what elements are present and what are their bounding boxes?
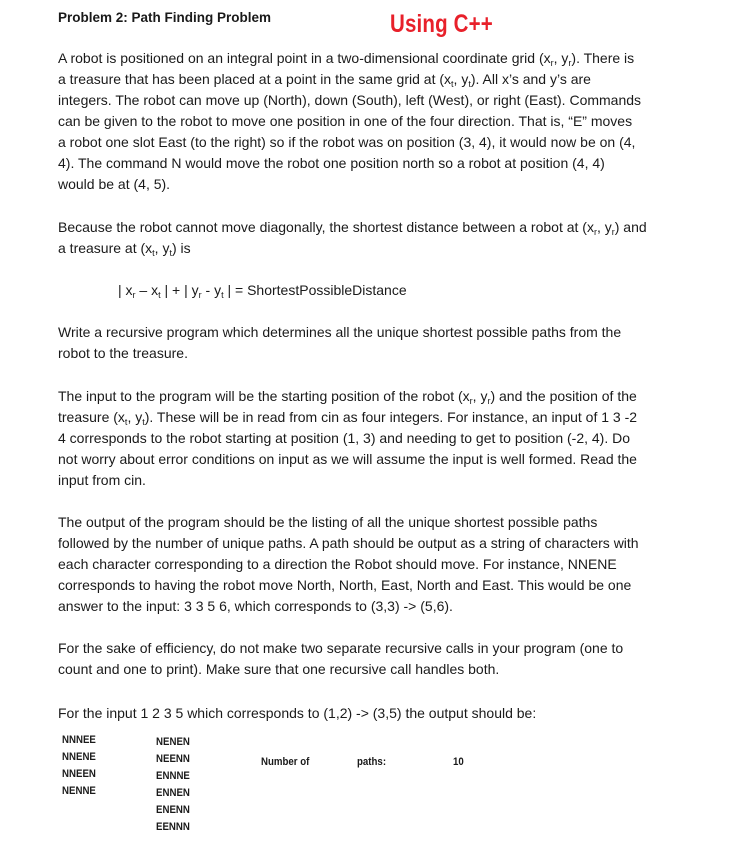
subscript: t [221, 290, 224, 300]
subscript: r [132, 290, 136, 300]
paragraph-task [58, 322, 698, 364]
path-string: NENNE [62, 785, 96, 797]
text-line: answer to the input: 3 3 5 6, which corresponds to (3,3) -> (5,6). [58, 598, 453, 614]
paragraph-example [58, 703, 698, 724]
formula-part: – x [135, 282, 159, 298]
path-string: ENNEN [156, 787, 190, 799]
text-line: ). All x’s and y’s are [470, 71, 591, 87]
text-line: , y [154, 240, 170, 256]
path-string: NEENN [156, 753, 190, 765]
text-line: 4). The command N would move the robot one position north so a robot at position (4, 4) [58, 155, 605, 171]
text-line: treasure (x [58, 409, 125, 425]
text-line: a robot one slot East (to the right) so if the robot was on position (3, 4), it would now be on (4, [58, 134, 636, 150]
subscript: r [611, 227, 615, 237]
text-line: ) and [614, 219, 647, 235]
text-line: ) and the position of the [490, 388, 637, 404]
path-string: NNEEN [62, 768, 96, 780]
text-line: integers. The robot can move up (North), down (South), left (West), or right (East). Commands [58, 92, 642, 108]
paragraph-output [58, 512, 698, 617]
text-line: , y [453, 71, 469, 87]
output-path-count: 10 [453, 756, 464, 768]
path-string: NENEN [156, 736, 190, 748]
path-string: ENENN [156, 804, 190, 816]
formula-part: - y [201, 282, 222, 298]
output-column-1 [62, 732, 96, 800]
text-line: corresponds to having the robot move North, North, East, North and East. This would be one [58, 577, 632, 593]
text-line: not worry about error conditions on input as we will assume the input is well formed. Read the [58, 451, 637, 467]
problem-title: Problem 2: Path Finding Problem [58, 10, 272, 25]
text-line: A robot is positioned on an integral point in a two-dimensional coordinate grid (x [58, 50, 551, 66]
text-line: , y [472, 388, 488, 404]
text-line: can be given to the robot to move one position in one of the four direction. That is, “E” moves [58, 113, 633, 129]
subscript: r [487, 396, 491, 406]
paragraph-intro [58, 48, 698, 195]
text-line: ). There is [571, 50, 635, 66]
text-line: input from cin. [58, 472, 146, 488]
subscript: t [142, 417, 145, 427]
paragraph-distance [58, 217, 698, 259]
text-line: ) is [171, 240, 191, 256]
text-line: Write a recursive program which determines all the unique shortest possible paths from the [58, 324, 622, 340]
text-line: Because the robot cannot move diagonally, the shortest distance between a robot at (x [58, 219, 594, 235]
subscript: t [451, 79, 454, 89]
subscript: r [469, 396, 473, 406]
text-line: , y [127, 409, 143, 425]
text-line: For the input 1 2 3 5 which corresponds to (1,2) -> (3,5) the output should be: [58, 705, 537, 721]
subscript: t [152, 248, 155, 258]
subscript: t [169, 248, 172, 258]
output-label-number-of: Number of [261, 756, 310, 768]
subscript: r [593, 227, 597, 237]
text-line: a treasure that has been placed at a point in the same grid at (x [58, 71, 452, 87]
text-line: , y [553, 50, 569, 66]
text-line: each character corresponding to a direction the Robot should move. For instance, NNENE [58, 556, 617, 572]
path-string: ENNNE [156, 770, 190, 782]
text-line: a treasure at (x [58, 240, 153, 256]
paragraph-input [58, 386, 698, 491]
text-line: The input to the program will be the starting position of the robot (x [58, 388, 470, 404]
paragraph-efficiency [58, 638, 698, 680]
handwritten-annotation: Using C++ [390, 10, 493, 38]
subscript: r [568, 58, 572, 68]
text-line: count and one to print). Make sure that one recursive call handles both. [58, 661, 500, 677]
text-line: would be at (4, 5). [58, 176, 171, 192]
distance-formula [118, 282, 407, 298]
path-string: NNENE [62, 751, 96, 763]
path-string: NNNEE [62, 734, 96, 746]
text-line: For the sake of efficiency, do not make two separate recursive calls in your program (one to [58, 640, 624, 656]
formula-part: | x [118, 282, 133, 298]
subscript: t [124, 417, 128, 427]
formula-part: | + | y [160, 282, 199, 298]
text-line: followed by the number of unique paths. A path should be output as a string of characters with [58, 535, 639, 551]
path-string: EENNN [156, 821, 190, 833]
output-label-paths: paths: [357, 756, 387, 768]
subscript: t [468, 79, 471, 89]
subscript: r [550, 58, 554, 68]
subscript: r [198, 290, 202, 300]
text-line: robot to the treasure. [58, 345, 188, 361]
text-line: 4 corresponds to the robot starting at position (1, 3) and needing to get to position (-2, 4). Do [58, 430, 631, 446]
text-line: , y [596, 219, 612, 235]
formula-part: | = ShortestPossibleDistance [223, 282, 407, 298]
output-column-2 [156, 734, 190, 836]
text-line: ). These will be in read from cin as four integers. For instance, an input of 1 3 -2 [144, 409, 638, 425]
subscript: t [158, 290, 161, 300]
text-line: The output of the program should be the listing of all the unique shortest possible paths [58, 514, 598, 530]
